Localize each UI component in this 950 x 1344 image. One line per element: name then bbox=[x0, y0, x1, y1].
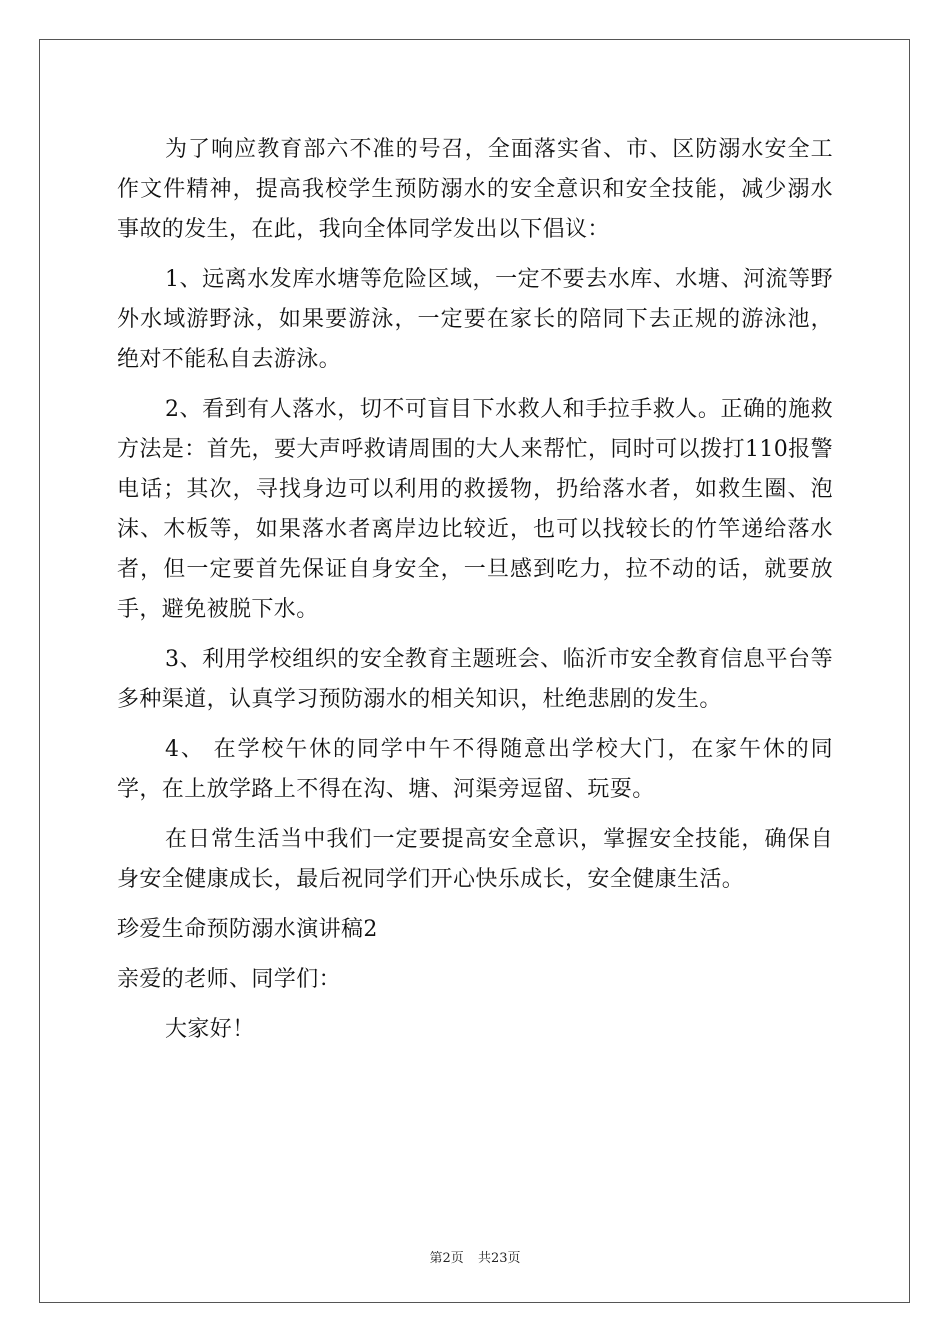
paragraph-item-4: 4、 在学校午休的同学中午不得随意出学校大门，在家午休的同学，在上放学路上不得在沟、塘、河渠旁逗留、玩耍。 bbox=[117, 737, 833, 802]
paragraph-item-1: 1、远离水发库水塘等危险区域，一定不要去水库、水塘、河流等野外水域游野泳，如果要游泳，一定要在家长的陪同下去正规的游泳池，绝对不能私自去游泳。 bbox=[117, 267, 833, 372]
paragraph-item-3: 3、利用学校组织的安全教育主题班会、临沂市安全教育信息平台等多种渠道，认真学习预防溺水的相关知识，杜绝悲剧的发生。 bbox=[117, 647, 833, 712]
document-body bbox=[117, 130, 833, 1060]
section-heading: 珍爱生命预防溺水演讲稿2 bbox=[117, 917, 378, 942]
total-pages: 共23页 bbox=[477, 1251, 521, 1266]
paragraph-item-2: 2、看到有人落水，切不可盲目下水救人和手拉手救人。正确的施救方法是：首先，要大声呼救请周围的大人来帮忙，同时可以拨打110报警电话；其次，寻找身边可以利用的救援物，扔给落水者，如救生圈、泡沫、木板等，如果落水者离岸边比较近，也可以找较长的竹竿递给落水者，但一定要首先保证自身安全，一旦感到吃力，拉不动的话，就要放手，避免被脱下水。 bbox=[117, 397, 833, 622]
page-number: 第2页 bbox=[429, 1251, 464, 1266]
greeting: 大家好！ bbox=[165, 1017, 255, 1042]
salutation: 亲爱的老师、同学们： bbox=[117, 967, 342, 992]
page-footer bbox=[0, 1247, 950, 1266]
paragraph-closing: 在日常生活当中我们一定要提高安全意识，掌握安全技能，确保自身安全健康成长，最后祝同学们开心快乐成长，安全健康生活。 bbox=[117, 827, 833, 892]
paragraph-intro: 为了响应教育部六不准的号召，全面落实省、市、区防溺水安全工作文件精神，提高我校学生预防溺水的安全意识和安全技能，减少溺水事故的发生，在此，我向全体同学发出以下倡议： bbox=[117, 137, 833, 242]
